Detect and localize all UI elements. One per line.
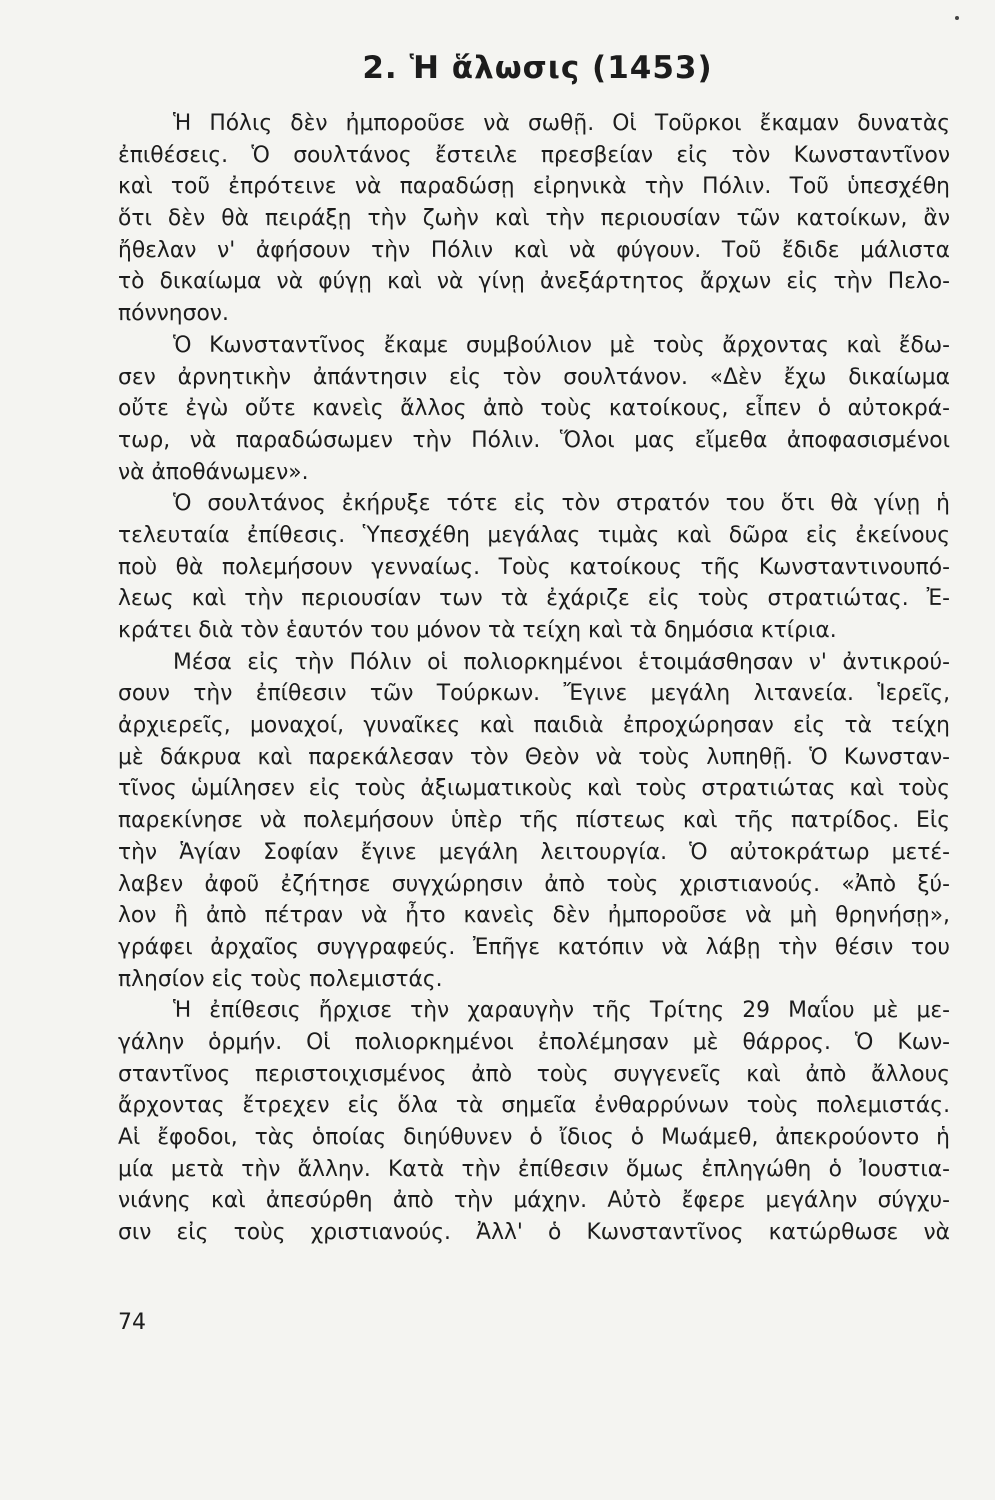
body-text	[118, 108, 950, 1249]
text-line: κράτει διὰ τὸν ἑαυτόν του μόνον τὰ τείχη καὶ τὰ δημόσια κτίρια.	[118, 618, 837, 643]
text-line: τῖνος ὡμίλησεν εἰς τοὺς ἀξιωματικοὺς καὶ τοὺς στρατιώτας καὶ τοὺς	[118, 776, 950, 802]
text-line: τωρ, νὰ παραδώσωμεν τὴν Πόλιν. Ὅλοι μας εἴμεθα ἀποφασισμένοι	[118, 427, 950, 453]
text-line: ὅτι δὲν θὰ πειράξῃ τὴν ζωὴν καὶ τὴν περιουσίαν τῶν κατοίκων, ἂν	[118, 206, 950, 232]
text-line: ποὺ θὰ πολεμήσουν γενναίως. Τοὺς κατοίκους τῆς Κωνσταντινουπό-	[118, 554, 950, 580]
text-line: λαβεν ἀφοῦ ἐζήτησε συγχώρησιν ἀπὸ τοὺς χριστιανούς. «Ἀπὸ ξύ-	[118, 871, 950, 897]
section-heading: 2. Ἡ ἅλωσις (1453)	[362, 50, 713, 86]
text-line: ἤθελαν ν' ἀφήσουν τὴν Πόλιν καὶ νὰ φύγουν. Τοῦ ἔδιδε μάλιστα	[118, 237, 950, 263]
text-line: τὴν Ἁγίαν Σοφίαν ἔγινε μεγάλη λειτουργία. Ὁ αὐτοκράτωρ μετέ-	[118, 839, 950, 865]
text-line: οὔτε ἐγὼ οὔτε κανεὶς ἄλλος ἀπὸ τοὺς κατοίκους, εἶπεν ὁ αὐτοκρά-	[118, 396, 950, 422]
text-line: τὸ δικαίωμα νὰ φύγῃ καὶ νὰ γίνῃ ἀνεξάρτητος ἄρχων εἰς τὴν Πελο-	[118, 269, 950, 295]
text-line: σεν ἀρνητικὴν ἀπάντησιν εἰς τὸν σουλτάνον. «Δὲν ἔχω δικαίωμα	[118, 364, 950, 390]
text-line: σουν τὴν ἐπίθεσιν τῶν Τούρκων. Ἔγινε μεγάλη λιτανεία. Ἱερεῖς,	[118, 681, 950, 707]
text-line: νιάνης καὶ ἀπεσύρθη ἀπὸ τὴν μάχην. Αὐτὸ ἔφερε μεγάλην σύγχυ-	[118, 1188, 950, 1214]
text-line: λεως καὶ τὴν περιουσίαν των τὰ ἐχάριζε εἰς τοὺς στρατιώτας. Ἐ-	[118, 586, 950, 612]
text-line: Ἡ ἐπίθεσις ἤρχισε τὴν χαραυγὴν τῆς Τρίτης 29 Μαΐου μὲ με-	[173, 998, 950, 1024]
text-line: νὰ ἀποθάνωμεν».	[118, 459, 309, 485]
text-line: γράφει ἀρχαῖος συγγραφεύς. Ἐπῆγε κατόπιν νὰ λάβῃ τὴν θέσιν του	[118, 934, 950, 960]
text-line: πλησίον εἰς τοὺς πολεμιστάς.	[118, 966, 443, 992]
text-line: Ὁ σουλτάνος ἐκήρυξε τότε εἰς τὸν στρατόν του ὅτι θὰ γίνῃ ἡ	[173, 491, 950, 517]
text-line: Ὁ Κωνσταντῖνος ἔκαμε συμβούλιον μὲ τοὺς ἄρχοντας καὶ ἔδω-	[173, 332, 950, 358]
text-line: σιν εἰς τοὺς χριστιανούς. Ἀλλ' ὁ Κωνσταντῖνος κατώρθωσε νὰ	[118, 1220, 950, 1246]
text-line: γάλην ὁρμήν. Οἱ πολιορκημένοι ἐπολέμησαν μὲ θάρρος. Ὁ Κων-	[118, 1029, 950, 1055]
text-line: σταντῖνος περιστοιχισμένος ἀπὸ τοὺς συγγενεῖς καὶ ἀπὸ ἄλλους	[118, 1061, 950, 1087]
text-line: ἐπιθέσεις. Ὁ σουλτάνος ἔστειλε πρεσβείαν εἰς τὸν Κωνσταντῖνον	[118, 142, 950, 168]
page-number: 74	[118, 1310, 146, 1335]
text-line: μὲ δάκρυα καὶ παρεκάλεσαν τὸν Θεὸν νὰ τοὺς λυπηθῇ. Ὁ Κωνσταν-	[118, 744, 950, 770]
text-line: καὶ τοῦ ἐπρότεινε νὰ παραδώσῃ εἰρηνικὰ τὴν Πόλιν. Τοῦ ὑπεσχέθη	[118, 174, 950, 200]
text-line: πόννησον.	[118, 301, 229, 327]
text-line: Ἡ Πόλις δὲν ἠμποροῦσε νὰ σωθῇ. Οἱ Τοῦρκοι ἔκαμαν δυνατὰς	[173, 111, 950, 136]
text-line: μία μετὰ τὴν ἄλλην. Κατὰ τὴν ἐπίθεσιν ὅμως ἐπληγώθη ὁ Ἰουστια-	[118, 1156, 950, 1182]
text-line: Μέσα εἰς τὴν Πόλιν οἱ πολιορκημένοι ἑτοιμάσθησαν ν' ἀντικρού-	[173, 649, 950, 675]
text-line: ἄρχοντας ἔτρεχεν εἰς ὅλα τὰ σημεῖα ἐνθαρρύνων τοὺς πολεμιστάς.	[118, 1093, 950, 1119]
text-line: παρεκίνησε νὰ πολεμήσουν ὑπὲρ τῆς πίστεως καὶ τῆς πατρίδος. Εἰς	[118, 808, 950, 834]
text-line: ἀρχιερεῖς, μοναχοί, γυναῖκες καὶ παιδιὰ ἐπροχώρησαν εἰς τὰ τείχη	[118, 713, 950, 739]
text-line: Αἱ ἔφοδοι, τὰς ὁποίας διηύθυνεν ὁ ἴδιος ὁ Μωάμεθ, ἀπεκρούοντο ἡ	[118, 1125, 950, 1150]
print-speck	[955, 16, 959, 20]
text-line: τελευταία ἐπίθεσις. Ὑπεσχέθη μεγάλας τιμὰς καὶ δῶρα εἰς ἐκείνους	[118, 522, 950, 548]
text-line: λον ἢ ἀπὸ πέτραν νὰ ἦτο κανεὶς δὲν ἠμποροῦσε νὰ μὴ θρηνήσῃ»,	[118, 903, 950, 929]
